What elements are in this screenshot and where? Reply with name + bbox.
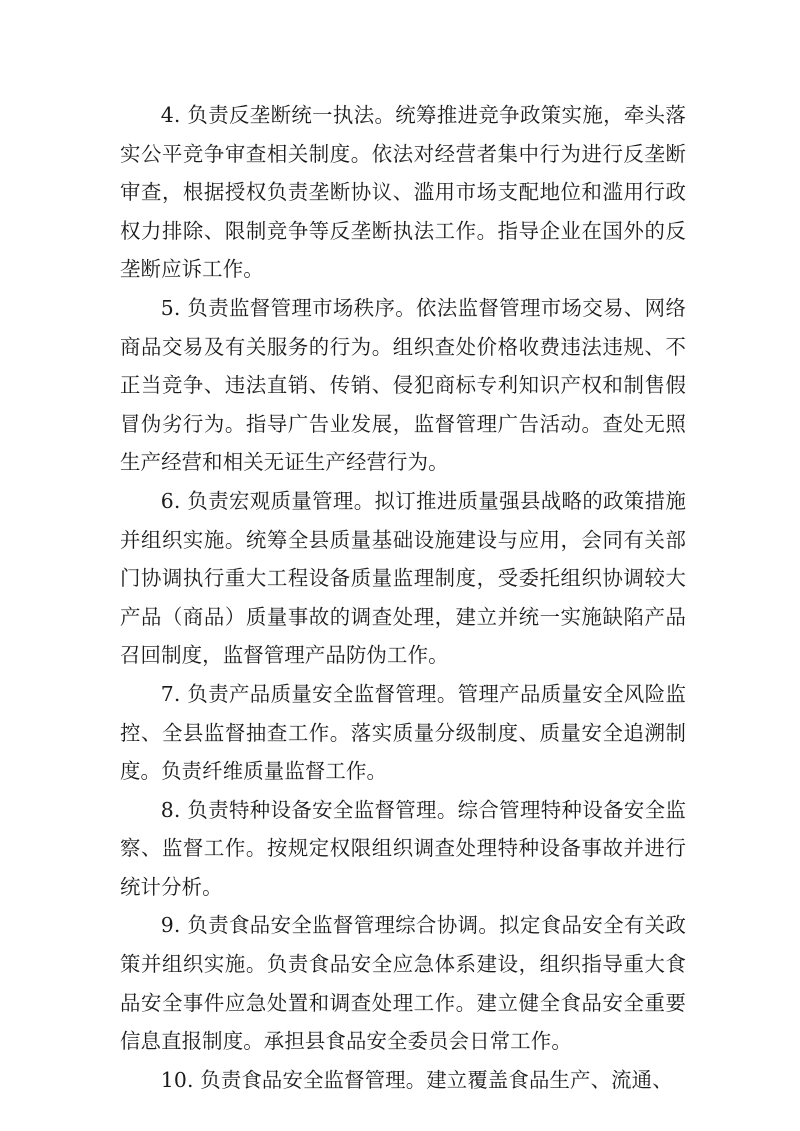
document-body	[120, 96, 686, 1099]
paragraph-item-10: 10. 负责食品安全监督管理。建立覆盖食品生产、流通、	[160, 1067, 673, 1092]
paragraph-item-7: 7. 负责产品质量安全监督管理。管理产品质量安全风险监控、全县监督抽查工作。落实质量分级制度、质量安全追溯制度。负责纤维质量监督工作。	[120, 681, 686, 784]
paragraph-item-4: 4. 负责反垄断统一执法。统筹推进竞争政策实施，牵头落实公平竞争审查相关制度。依法对经营者集中行为进行反垄断审查，根据授权负责垄断协议、滥用市场支配地位和滥用行政权力排除、限制竞争等反垄断执法工作。指导企业在国外的反垄断应诉工作。	[120, 103, 686, 282]
paragraph-item-8: 8. 负责特种设备安全监督管理。综合管理特种设备安全监察、监督工作。按规定权限组织调查处理特种设备事故并进行统计分析。	[120, 797, 686, 899]
paragraph-item-9: 9. 负责食品安全监督管理综合协调。拟定食品安全有关政策并组织实施。负责食品安全应急体系建设，组织指导重大食品安全事件应急处置和调查处理工作。建立健全食品安全重要信息直报制度。承担县食品安全委员会日常工作。	[120, 913, 686, 1054]
paragraph-item-6: 6. 负责宏观质量管理。拟订推进质量强县战略的政策措施并组织实施。统筹全县质量基础设施建设与应用，会同有关部门协调执行重大工程设备质量监理制度，受委托组织协调较大产品（商品）质量事故的调查处理，建立并统一实施缺陷产品召回制度，监督管理产品防伪工作。	[120, 488, 686, 668]
paragraph-item-5: 5. 负责监督管理市场秩序。依法监督管理市场交易、网络商品交易及有关服务的行为。组织查处价格收费违法违规、不正当竞争、违法直销、传销、侵犯商标专利知识产权和制售假冒伪劣行为。指导广告业发展，监督管理广告活动。查处无照生产经营和相关无证生产经营行为。	[120, 295, 686, 475]
